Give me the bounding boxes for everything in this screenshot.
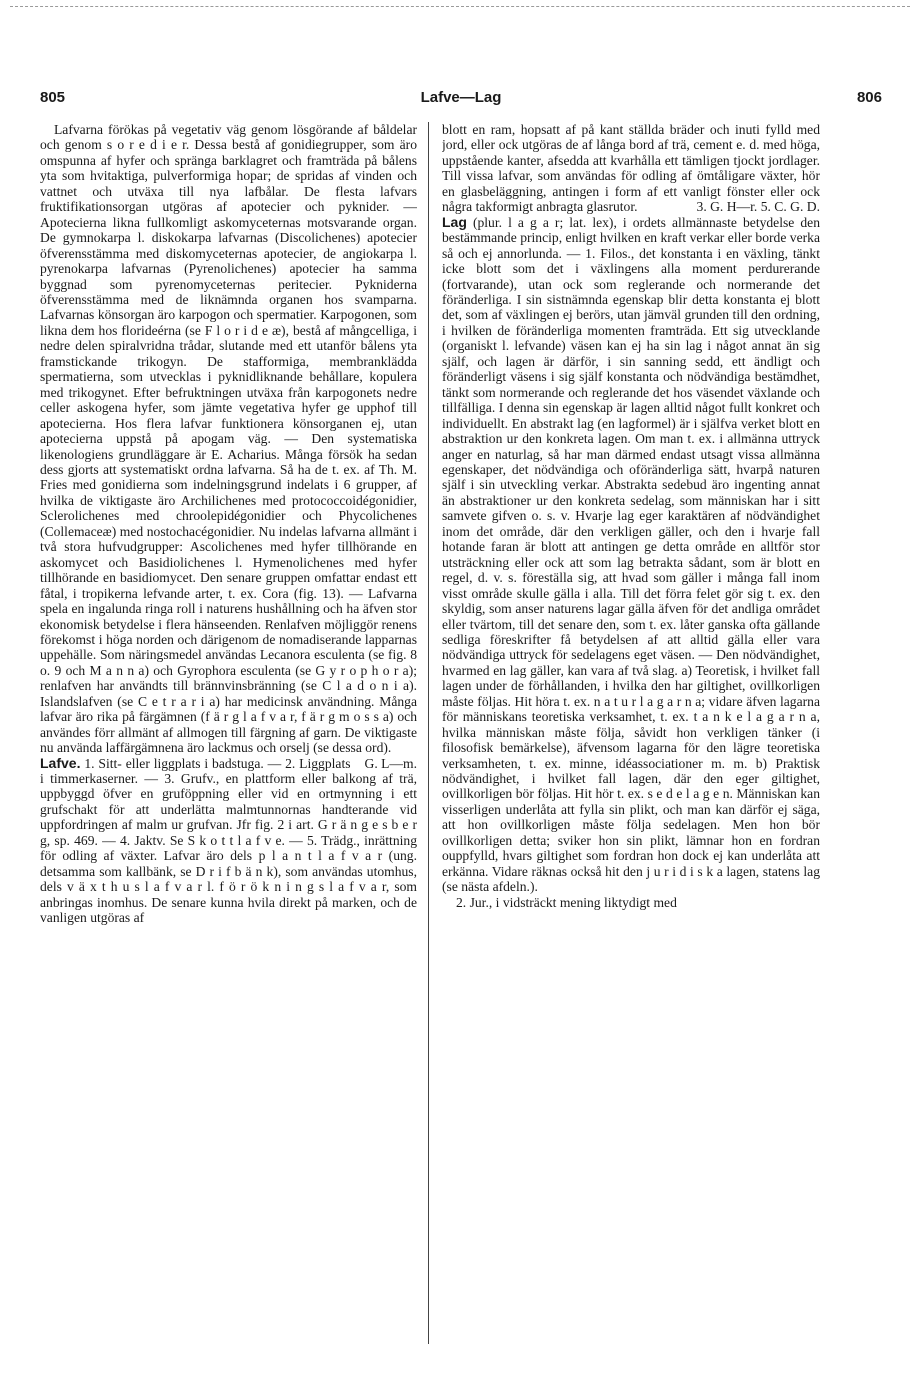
running-title: Lafve—Lag xyxy=(420,89,502,106)
author-signature: G. L—m. xyxy=(364,755,417,771)
lafvar-paragraph xyxy=(40,122,417,771)
page-header xyxy=(40,89,882,111)
author-signature: 3. G. H—r. 5. C. G. D. xyxy=(696,199,820,215)
right-column xyxy=(442,122,820,1382)
lafve-entry xyxy=(40,756,417,926)
top-scan-edge xyxy=(10,6,910,7)
lag-text: (plur. l a g a r; lat. lex), i ordets allmännaste betydelse den bestämmande princip, enligt hvilken en kraft verkar eller borde verka så och ej annorlunda. — 1. Filos., det konstanta i en växling, tänkt icke blott som det i växlingens alla moment perdurerande (fortvarande), utan ock som reglerande och normerande det föränderliga. I sin sistnämnda egenskap blir detta konstanta ej blott det, som af växlingen ej berörs, utan jämväl grunden till den ordning, i hvilken de föränderliga momenten framträda. Ett sig utvecklande (organiskt l. lefvande) väsen kan ej ha sin lag i något annat än sig själf, och lagen är därför, i sin sanning sedd, ett ändligt och föränderligt väsens i sig själf konstanta och nödvändiga bestämdhet, tänkt som normerande och reglerande det hos väsendet växlande och tillfälliga. I denna sin egenskap är lagen alltid något fullt konkret och individuellt. En abstrakt lag (en lagformel) är i själfva verket blott en abstraktion ur den konkreta lagen. Om man t. ex. i allmänna uttryck anger en naturlag, så har man därmed endast utsagt vissa allmänna egenskaper, det nödvändiga och oföränderliga sätt, hvarpå naturen själf i sin utveckling verkar. Abstrakta sedebud äro ingenting annat än abstraktioner ur den konkreta sedelag, som människan har i sitt samvete gifven o. s. v. Hvarje lag eger karaktären af nödvändighet inom det område, där den verkligen gäller, och den i hvarje fall hotande faran är blott att antingen ge detta område en alltför stor utsträckning eller ock att som lag betrakta sådant, som är blott en regel, d. v. s. föreställa sig, att hvad som gäller i många fall inom visst område skulle gälla i alla. Till det förra felet gör sig t. ex. den skyldig, som anser naturens lagar gälla äfven för det andliga området eller tvärtom, till det senare den, som t. ex. låter ganska ofta gällande sedliga föreskrifter få betydelsen af att alltid gälla eller vara nödvändiga uttryck för sedelagens eget väsen. — Den nödvändighet, hvarmed en lag gäller, kan vara af två slag. a) Teoretisk, i hvilket fall lagen under de förhållanden, i hvilka den har giltighet, ovillkorligen måste följas. Hit höra t. ex. n a t u r l a g a r n a; vidare äfven lagarna för människans teoretiska verksamhet, t. ex. t a n k e l a g a r n a, hvilka människan måste följa, såvidt hon verkligen tänker (i filosofisk bemärkelse), äfvensom lagarna för den lägre teoretiska verksamheten, t. ex. minne, idéassociationer m. m. b) Praktisk nödvändighet, i hvilket fall lagen, där den eger giltighet, ovillkorligen bör följas. Hit hör t. ex. s e d e l a g e n. Människan kan visserligen underlåta att fylla sin plikt, och man kan därför ej säga, att hon ovillkorligen måste följa sedelagen. Men hon bör ovillkorligen detta; sviker hon sin plikt, lämnar hon en fordran ouppfylld, hvars giltighet som fordran hon dock ej kan underlåta att erkänna. Vidare räknas också hit den j u r i d i s k a lagen, statens lag (se nästa afdeln.). xyxy=(442,214,820,895)
entry-headword-lag: Lag xyxy=(442,213,467,230)
lafve-text: 1. Sitt- eller liggplats i badstuga. — 2. Liggplats i timmerkaserner. — 3. Grufv., en plattform eller balkong af trä, uppbyggd öfver en gruföppning eller vid en ortmynning i ett grufschakt för att underlätta malmtunnornas handterande vid uppfordringen af malm ur grufvan. Jfr fig. 2 i art. G r ä n g e s b e r g, sp. 469. — 4. Jaktv. Se S k o t t l a f v e. — 5. Trädg., inrättning för odling af växter. Lafvar äro dels p l a n t l a f v a r (ung. detsamma som kallbänk, se D r i f b ä n k), som användas utomhus, dels v ä x t h u s l a f v a r l. f ö r ö k n i n g s l a f v a r, som anbringas inomhus. De senare kunna hvila direkt på marken, och de vanligen utgöras af xyxy=(40,755,417,926)
page-number-left: 805 xyxy=(40,89,66,106)
lag-entry xyxy=(442,215,820,895)
lag-jur-paragraph: 2. Jur., i vidsträckt mening liktydigt med xyxy=(456,894,677,910)
page-number-right: 806 xyxy=(856,89,882,106)
entry-headword-lafve: Lafve. xyxy=(40,754,81,771)
lafve-continuation xyxy=(442,122,820,215)
lafve-continuation-text: blott en ram, hopsatt af på kant ställda bräder och inuti fylld med jord, eller ock utgöras de af långa bord af trä, cement e. d. med höga, uppstående kanter, afsedda att kvarhålla ett tämligen tjockt jordlager. Till vissa lafvar, som användas för odling af ömtåligare växter, hör en glasbeläggning, antingen i form af ett vanligt fönster eller ock några takformigt anbragta glasrutor. xyxy=(442,122,820,215)
left-column xyxy=(40,122,417,1382)
lafvar-text: Lafvarna förökas på vegetativ väg genom lösgörande af båldelar och genom s o r e d i e r. Dessa bestå af gonidiegrupper, som äro omspunna af hyfer och spränga barklagret och framträda på bålens yta som hvitaktiga, pulverformiga hopar; de spridas af vinden och vattnet och utväxa till nya lafbålar. De flesta lafvars fruktifikationsorgan utgöras af apotecier och pyknider. — Apotecierna likna fullkomligt askomyceternas motsvarande organ. De gymnokarpa l. diskokarpa lafvarnas (Discolichenes) apotecier öfverensstämma med diskomyceternas apotecier, de angiokarpa l. pyrenokarpa lafvarnas (Pyrenolichenes) apotecier ha samma byggnad som pyrenomyceternas peritecier. Pykniderna öfverensstämma med de liknämnda organen hos svamparna. Lafvarnas könsorgan äro karpogon och spermatier. Karpogonen, som likna dem hos florideérna (se F l o r i d e æ), bestå af mångcelliga, i nedre delen spiralvridna trådar, slutande med ett utanför bålens yta framstickande trikogyn. De stafformiga, membranklädda spermatierna, som utvecklas i pyknidliknande behållare, kopulera med trikogynet. Efter befruktningen utväxa från karpogonets nedre celler askogena hyfer, som jämte vegetativa hyfer ge upphof till apotecierna. Hos flera lafvar funktionera könsorganen ej, utan apotecierna uppstå på apogam väg. — Den systematiska likenologiens grundläggare är E. Acharius. Många försök ha sedan dess gjorts att systematiskt ordna lafvarna. Så ha de t. ex. af Th. M. Fries med gonidierna som indelningsgrund indelats i 6 grupper, af hvilka de viktigaste äro Archilichenes med protococcoidégonidier, Sclerolichenes med chroolepidégonidier och Phycolichenes (Collemaceæ) med nostochacégonidier. Nu indelas lafvarna allmänt i två stora hufvudgrupper: Ascolichenes med hyfer tillhörande en askomycet och Basidiolichenes l. Hymenolichenes med hyfer tillhörande en basidiomycet. Den senare gruppen omfattar endast ett fåtal, i tropikerna lefvande arter, t. ex. Cora (fig. 13). — Lafvarna spela en ingalunda ringa roll i naturens hushållning och ha äfven stor ekonomisk betydelse i flera hänseenden. Renlafven möjliggör renens förekomst i höga norden och därigenom de nomadiserande lapparnas uppehälle. Som näringsmedel användas Lecanora esculenta (se fig. 8 o. 9 och M a n n a) och Gyrophora esculenta (se G y r o p h o r a); renlafven har användts till brännvinsbränning (se C l a d o n i a). Islandslafven (se C e t r a r i a) har medicinsk användning. Många lafvar äro rika på färgämnen (f ä r g l a f v a r, f ä r g m o s s a) och användes förr allmänt af allmogen till färgning af garn. De viktigaste nu använda laffärgämnena äro lackmus och orselj (se dessa ord). xyxy=(40,122,417,756)
column-divider xyxy=(428,122,429,1344)
